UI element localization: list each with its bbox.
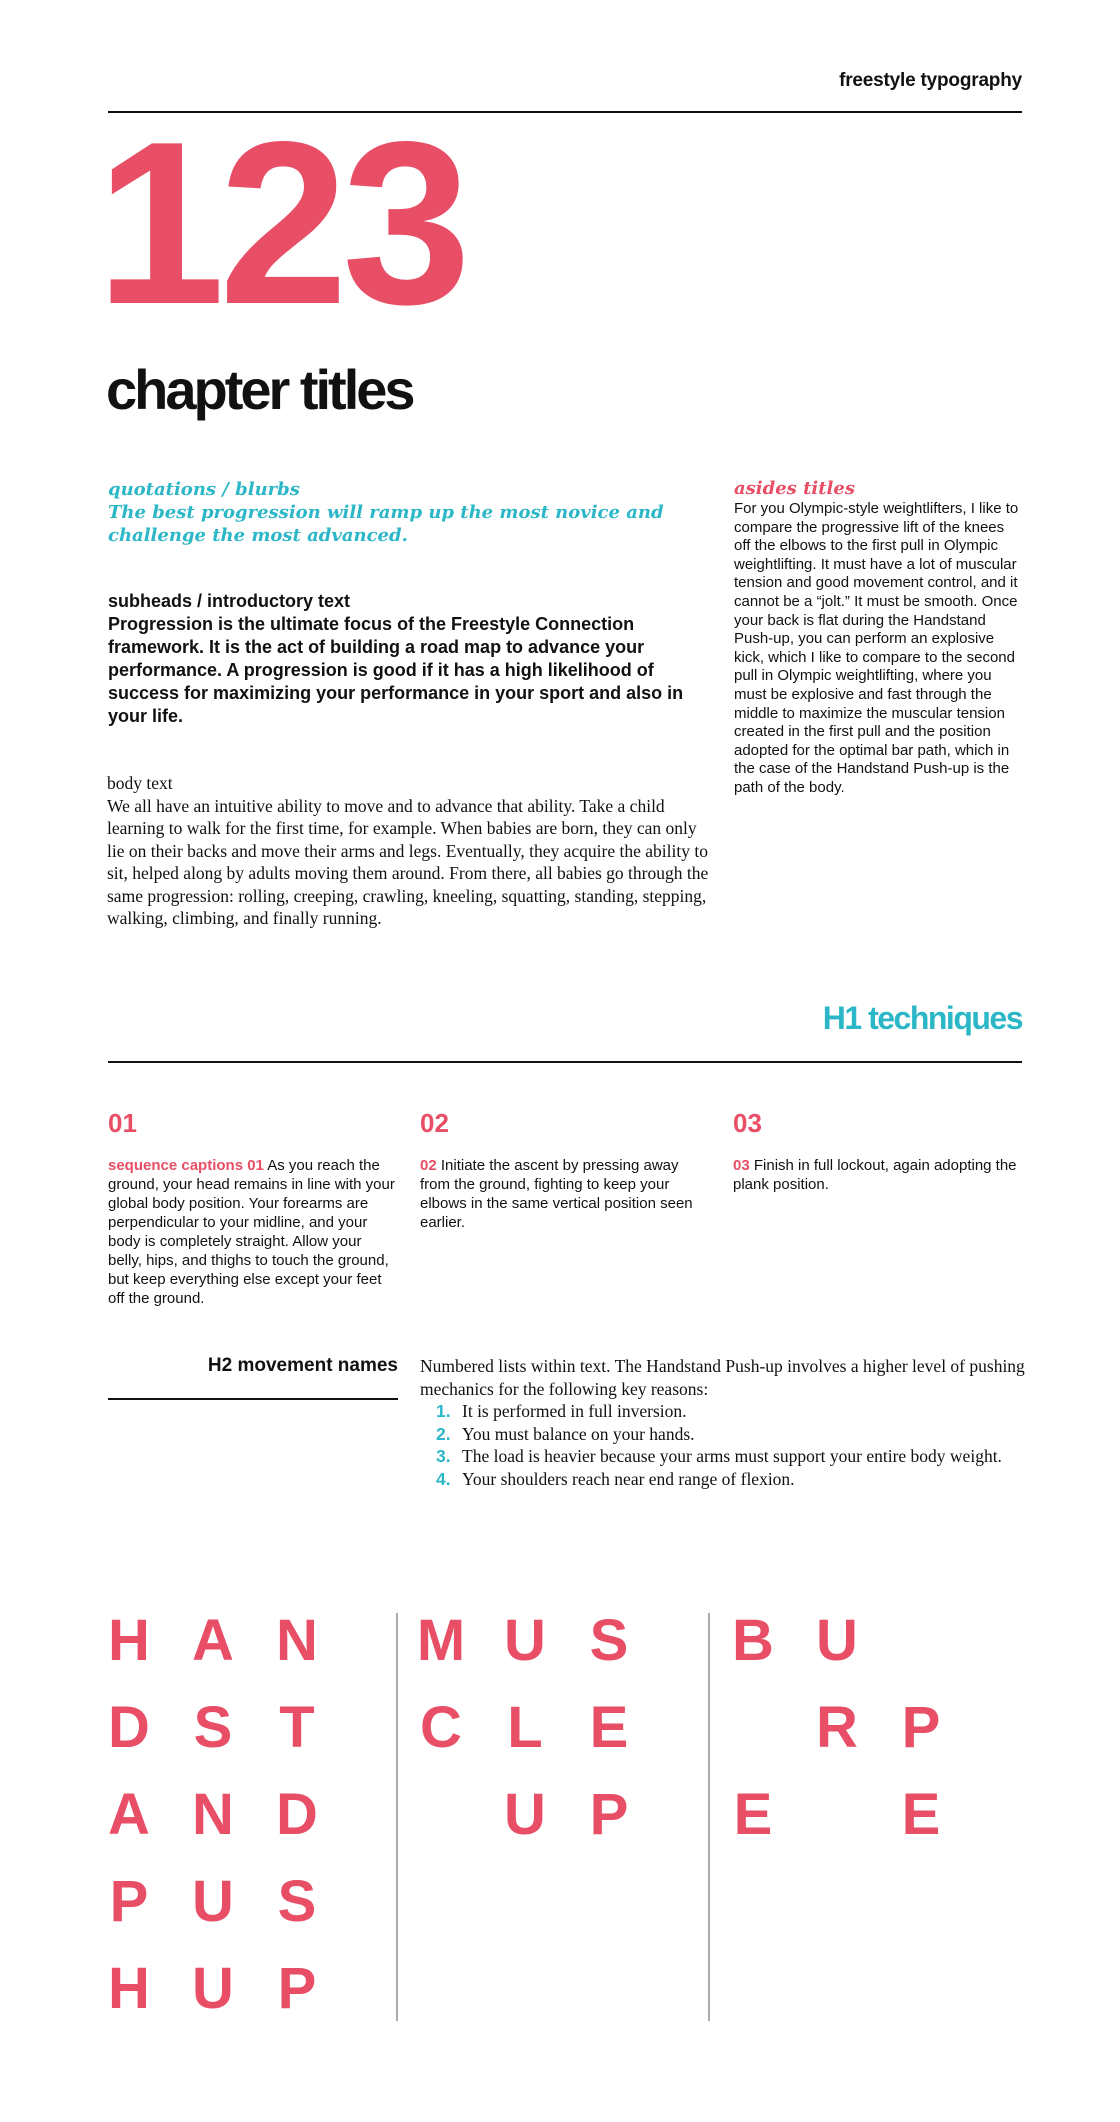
grid-letter: S <box>589 1608 629 1673</box>
sequence-caption-lead: sequence captions 01 <box>108 1157 264 1174</box>
subhead-label: subheads / introductory text <box>108 591 351 611</box>
numbered-list-intro: Numbered lists within text. The Handstand Push-up involves a higher level of pushing mechanics for the following key reasons: <box>420 1356 1025 1399</box>
sequence-item-01 <box>108 1108 398 1308</box>
grid-letter: D <box>108 1695 150 1760</box>
list-item-text: The load is heavier because your arms must support your entire body weight. <box>462 1446 1002 1466</box>
list-item <box>436 1423 1030 1446</box>
header-title: freestyle typography <box>839 70 1022 91</box>
grid-letter: A <box>192 1608 234 1673</box>
aside-block <box>734 478 1024 798</box>
grid-letter: E <box>901 1782 941 1847</box>
sequence-caption-lead: 02 <box>420 1157 437 1174</box>
subhead-text: Progression is the ultimate focus of the Freestyle Connection framework. It is the act of building a road map to advance your performance. A progression is good if it has a high likelihood of success for maximizing your performance in your sport and also in your life. <box>108 614 684 726</box>
numbered-list <box>420 1400 1030 1490</box>
grid-divider <box>396 1613 398 2021</box>
grid-letter: U <box>192 1956 234 2021</box>
h1-divider <box>108 1061 1022 1063</box>
list-item <box>436 1445 1030 1468</box>
h2-title: H2 movement names <box>207 1355 398 1376</box>
list-number: 2. <box>436 1423 451 1444</box>
list-number: 1. <box>436 1401 451 1421</box>
sequence-caption-text: Finish in full lockout, again adopting the plank position. <box>733 1157 1017 1193</box>
grid-letter: P <box>277 1956 317 2021</box>
h1-title: H1 techniques <box>822 1000 1022 1036</box>
grid-letter: H <box>108 1608 150 1673</box>
sequence-number: 02 <box>420 1108 449 1138</box>
quotation-block <box>108 478 688 547</box>
grid-divider <box>708 1613 710 2021</box>
grid-letter: U <box>504 1608 546 1673</box>
grid-letter: P <box>109 1869 149 1934</box>
grid-letter: N <box>192 1782 234 1847</box>
sequence-caption-lead: 03 <box>733 1157 750 1174</box>
grid-letter: S <box>277 1869 317 1934</box>
grid-letter: P <box>589 1782 629 1847</box>
quotation-label: quotations / blurbs <box>108 479 300 500</box>
sequence-item-03 <box>733 1108 1023 1194</box>
aside-text: For you Olympic-style weightlifters, I like to compare the progressive lift of the knees off the elbows to the first pull in Olympic weightlifting. It must have a lot of muscular tension and good movement control, and it cannot be a “jolt.” It must be smooth. Once your back is flat during the Handstand Push-up, you can perform an explosive kick, which I like to compare to the second pull in Olympic weightlifting, where you must be explosive and fast through the middle to maximize the muscular tension created in the first pull and the position adopted for the optimal bar path, which in the case of the Handstand Push-up is the path of the body. <box>734 500 1019 796</box>
grid-letter: U <box>192 1869 234 1934</box>
chapter-number: 123 <box>96 94 466 353</box>
numbered-list-block <box>420 1355 1030 1490</box>
body-text: We all have an intuitive ability to move and to advance that ability. Take a child learning to walk for the first time, for example. When babies are born, they can only lie on their backs and move their arms and legs. Eventually, they acquire the ability to sit, helped along by adults moving them around. From there, all babies go through the same progression: rolling, creeping, crawling, kneeling, squatting, standing, stepping, walking, climbing, and finally running. <box>107 795 709 928</box>
grid-letter: T <box>279 1695 315 1760</box>
list-item <box>436 1468 1030 1491</box>
grid-letter: P <box>901 1695 941 1760</box>
sequence-number: 03 <box>733 1108 762 1138</box>
body-block <box>107 772 717 930</box>
h2-divider <box>108 1398 398 1400</box>
grid-letter: E <box>733 1782 773 1847</box>
sequence-caption-text: As you reach the ground, your head remains in line with your global body position. Your forearms are perpendicular to your midline, and your body is completely straight. Allow your belly, hips, and thighs to touch the ground, but keep everything else except your feet off the ground. <box>108 1157 395 1307</box>
grid-letter: S <box>193 1695 233 1760</box>
grid-letter: A <box>108 1782 150 1847</box>
list-item <box>436 1400 1030 1423</box>
aside-title: asides titles <box>734 478 855 499</box>
sequence-item-02 <box>420 1108 710 1232</box>
body-label: body text <box>107 773 173 793</box>
grid-letter: L <box>507 1695 543 1760</box>
subhead-block <box>108 590 708 728</box>
list-item-text: It is performed in full inversion. <box>462 1401 687 1421</box>
grid-letter: U <box>504 1782 546 1847</box>
list-item-text: You must balance on your hands. <box>462 1423 695 1444</box>
grid-letter: M <box>416 1608 466 1673</box>
grid-letter: N <box>276 1608 318 1673</box>
grid-letter: E <box>589 1695 629 1760</box>
list-number: 3. <box>436 1446 451 1466</box>
chapter-title: chapter titles <box>106 358 413 421</box>
grid-letter: U <box>816 1608 858 1673</box>
grid-letter: C <box>420 1695 462 1760</box>
sequence-caption-text: Initiate the ascent by pressing away from the ground, fighting to keep your elbows in the same vertical position seen earlier. <box>420 1157 693 1231</box>
grid-letter: H <box>108 1956 150 2021</box>
sequence-number: 01 <box>108 1108 137 1138</box>
list-item-text: Your shoulders reach near end range of flexion. <box>462 1468 795 1489</box>
grid-letter: D <box>276 1782 318 1847</box>
list-number: 4. <box>436 1468 451 1489</box>
grid-letter: R <box>816 1695 858 1760</box>
grid-letter: B <box>732 1608 774 1673</box>
quotation-text: The best progression will ramp up the most novice and challenge the most advanced. <box>108 502 664 546</box>
